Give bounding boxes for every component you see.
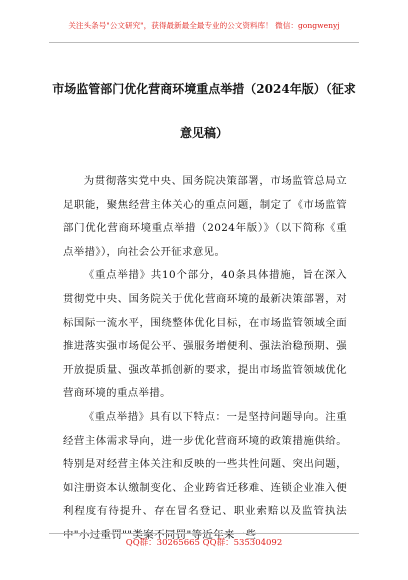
footer-qq-groups: QQ群：30265665 QQ群：535304092 (125, 538, 283, 548)
footer-divider (49, 533, 359, 534)
document-title: 市场监管部门优化营商环境重点举措（2024年版）（征求 (52, 82, 356, 96)
document-body (63, 170, 347, 548)
paragraph-2: 《重点举措》共10个部分，40条具体措施，旨在深入贯彻党中央、国务院关于优化营商环境的最新决策部署，对标国际一流水平，围绕整体优化目标，在市场监管领域全面推进落实强市场促公平、强服务增便利、强法治稳预期、强开放提质量、强改革抓创新的要求，提出市场监管领域优化营商环境的重点举措。 (63, 269, 347, 400)
document-subtitle: 意见稿） (179, 126, 228, 140)
header-promo-text: 关注头条号"公文研究"，获得最新最全最专业的公文资料库！ 微信：gongwenyj (68, 21, 340, 30)
paragraph-1: 为贯彻落实党中央、国务院决策部署，市场监管总局立足职能，聚焦经营主体关心的重点问题，制定了《市场监管部门优化营商环境重点举措（2024年版）》（以下简称《重点举措》），向社会公开征求意见。 (63, 175, 347, 258)
paragraph-3: 《重点举措》具有以下特点：一是坚持问题导向。注重经营主体需求导向，进一步优化营商环境的政策措施供给。特别是对经营主体关注和反映的一些共性问题、突出问题，如注册资本认缴制变化、企业跨省迁移难、连锁企业准入便利程度有待提升、存在冒名登记、职业索赔以及监管执法中"小过重罚""类案不同罚"等近年来一些 (63, 410, 347, 541)
header-divider (49, 42, 359, 43)
